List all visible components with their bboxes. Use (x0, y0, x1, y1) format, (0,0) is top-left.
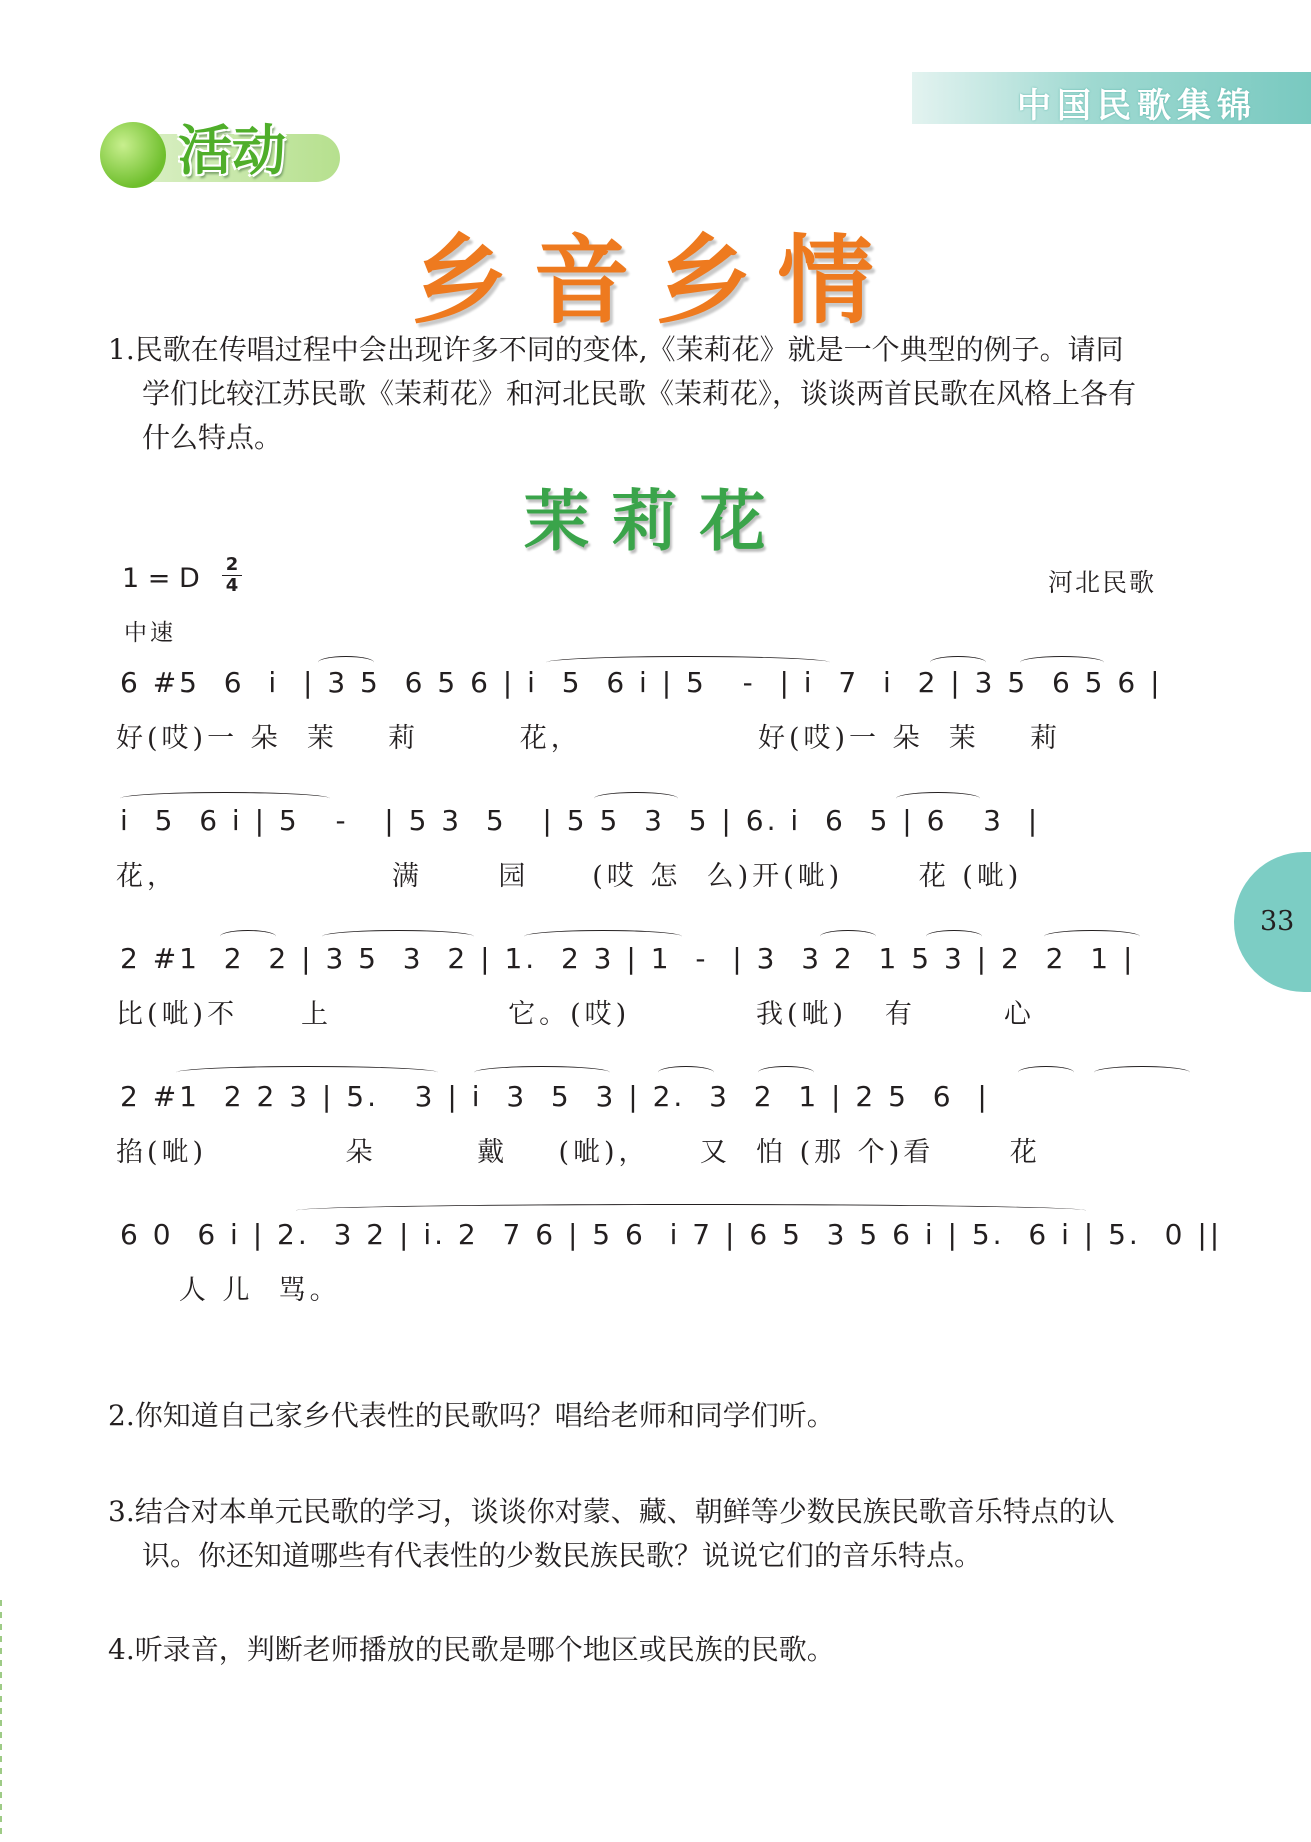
score-notes: 6 0 6 i | 2. 3 2 | i. 2 7 6 | 5 6 i 7 | 6 5 3 5 6 i | 5. 6 i | 5. 0 || (120, 1218, 1223, 1251)
time-signature-top: 2 (225, 554, 239, 575)
question-4-number: 4. (108, 1633, 135, 1666)
question-1-line-2: 学们比较江苏民歌《茉莉花》和河北民歌《茉莉花》，谈谈两首民歌在风格上各有 (142, 377, 1137, 410)
question-1-line-1: 民歌在传唱过程中会出现许多不同的变体,《茉莉花》就是一个典型的例子。请同 (134, 333, 1124, 366)
activity-badge (100, 108, 340, 188)
page-number: 33 (1260, 906, 1295, 937)
score-line-5 (116, 1218, 1223, 1338)
question-3 (108, 1490, 1198, 1578)
score-notes: 2 #1 2 2 3 | 5. 3 | i 3 5 3 | 2. 3 2 1 | 2 5 6 | (120, 1080, 990, 1113)
question-4 (108, 1628, 1198, 1672)
score-lyrics: 掐(呲) 朵 戴 (呲)， 又 怕 (那 个)看 花 (116, 1137, 1041, 1168)
score-lyrics: 人 儿 骂。 (116, 1275, 341, 1306)
badge-circle-icon (100, 122, 166, 188)
page-title: 乡音乡情 (411, 225, 900, 337)
time-signature (222, 556, 242, 595)
tempo-marking: 中速 (124, 620, 176, 646)
score-notes: i 5 6 i | 5 - | 5 3 5 | 5 5 3 5 | 6. i 6 5 | 6 3 | (120, 804, 1041, 837)
question-2-text: 你知道自己家乡代表性的民歌吗？唱给老师和同学们听。 (134, 1399, 835, 1432)
badge-label: 活动 (178, 119, 286, 182)
score-line-1 (116, 666, 1180, 786)
question-4-text: 听录音，判断老师播放的民歌是哪个地区或民族的民歌。 (134, 1633, 835, 1666)
score-lyrics: 比(呲)不 上 它。(哎) 我(呲) 有 心 (116, 999, 1035, 1030)
score-lyrics: 好(哎)一 朵 茉 莉 花， 好(哎)一 朵 茉 莉 (116, 723, 1062, 754)
section-banner (912, 72, 1311, 124)
time-signature-bottom: 4 (225, 575, 239, 596)
score-lyrics: 花， 满 园 (哎 怎 么)开(呲) 花 (呲) (116, 861, 1023, 892)
question-3-number: 3. (108, 1495, 135, 1528)
score-line-2 (116, 804, 1180, 924)
question-3-line-1: 结合对本单元民歌的学习，谈谈你对蒙、藏、朝鲜等少数民族民歌音乐特点的认 (134, 1495, 1115, 1528)
song-title: 茉莉花 (523, 483, 788, 560)
score-line-4 (116, 1080, 1180, 1200)
key-signature: 1 = D (122, 563, 200, 594)
song-origin: 河北民歌 (1048, 568, 1157, 597)
question-2-number: 2. (108, 1399, 135, 1432)
question-1-number: 1. (108, 333, 135, 366)
page-edge-decoration (0, 1600, 2, 1840)
score-notes: 6 #5 6 i | 3 5 6 5 6 | i 5 6 i | 5 - | i 7 i 2 | 3 5 6 5 6 | (120, 666, 1163, 699)
score-notes: 2 #1 2 2 | 3 5 3 2 | 1. 2 3 | 1 - | 3 3 2 1 5 3 | 2 2 1 | (120, 942, 1136, 975)
question-1-line-3: 什么特点。 (142, 421, 283, 454)
question-2 (108, 1394, 1198, 1438)
question-3-line-2: 识。你还知道哪些有代表性的少数民族民歌？说说它们的音乐特点。 (142, 1539, 983, 1572)
question-1 (108, 328, 1198, 460)
score-line-3 (116, 942, 1180, 1062)
banner-title: 中国民歌集锦 (1017, 86, 1257, 126)
